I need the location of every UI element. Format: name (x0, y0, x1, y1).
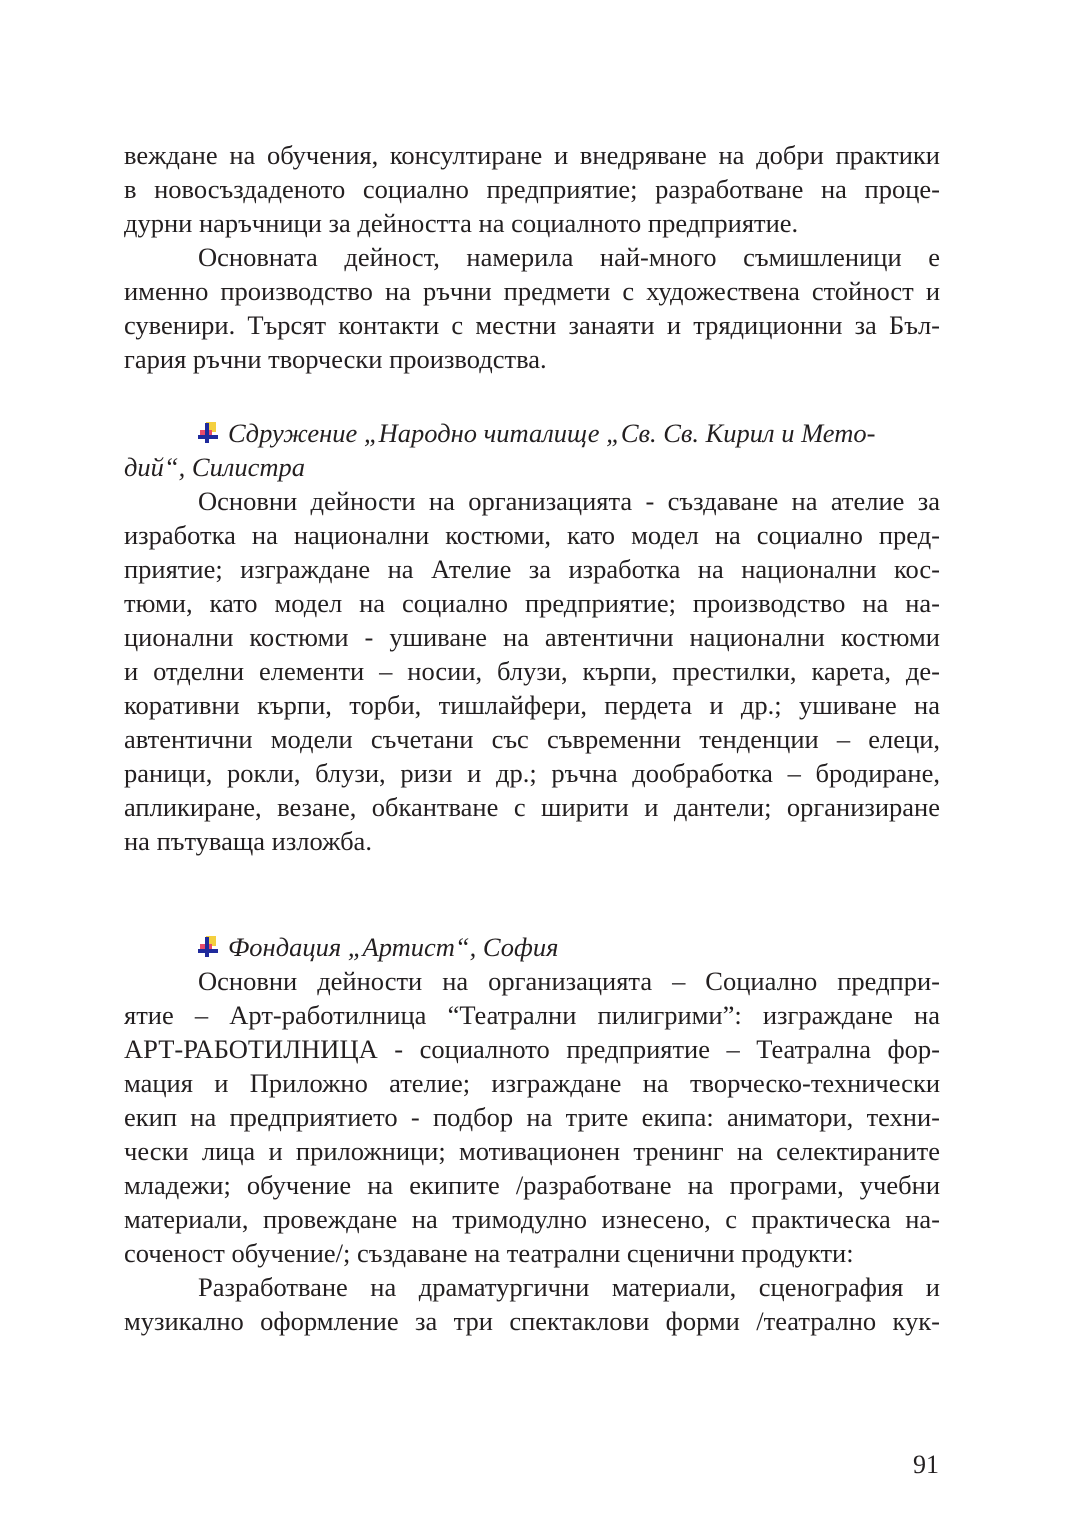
text-line: дурни наръчници за дейността на социалното предприятие. (124, 208, 799, 238)
paragraph-2 (124, 240, 940, 376)
text-line: Основната дейност, намерила най-много съмишленици е (198, 242, 940, 272)
section-heading (124, 416, 940, 450)
page-body (124, 138, 940, 1338)
text-line: веждане на обучения, консултиране и внедряване на добри практики (124, 140, 940, 170)
text-line: Основни дейности на организацията - създаване на ателие за (198, 486, 940, 516)
section-bullet-icon (198, 422, 218, 444)
text-line: в новосъздаденото социално предприятие; разработване на проце- (124, 174, 940, 204)
text-line: именно производство на ръчни предмети с художествена стойност и (124, 276, 940, 306)
text-line: ятие – Арт-работилница “Театрални пилигрими”: изграждане на (124, 1000, 940, 1030)
text-line: мация и Приложно ателие; изграждане на творческо-технически (124, 1068, 940, 1098)
text-line: ционални костюми - ушиване на автентични национални костюми (124, 622, 940, 652)
section-heading-text: Сдружение „Народно читалище „Св. Св. Кирил и Мето- (228, 418, 876, 448)
text-line: тюми, като модел на социално предприятие; производство на на- (124, 588, 940, 618)
section-heading (124, 930, 940, 964)
text-line: на пътуваща изложба. (124, 826, 372, 856)
text-line: младежи; обучение на екипите /разработване на програми, учебни (124, 1170, 940, 1200)
text-line: и отделни елементи – носии, блузи, кърпи, престилки, карета, де- (124, 656, 940, 686)
section-artist (124, 930, 940, 1338)
text-line: автентични модели съчетани със съвременни тенденции – елеци, (124, 724, 940, 754)
paragraph-1 (124, 138, 940, 240)
text-line: соченост обучение/; създаване на театрални сценични продукти: (124, 1238, 854, 1268)
text-line: приятие; изграждане на Ателие за изработка на национални кос- (124, 554, 940, 584)
text-line: АРТ-РАБОТИЛНИЦА - социалното предприятие – Театрална фор- (124, 1034, 940, 1064)
text-line: материали, провеждане на тримодулно изнесено, с практическа на- (124, 1204, 940, 1234)
section-heading-continuation: дий“, Силистра (124, 452, 306, 482)
text-line: изработка на национални костюми, като модел на социално пред- (124, 520, 940, 550)
text-line: раници, рокли, блузи, ризи и др.; ръчна дообработка – бродиране, (124, 758, 940, 788)
section-bullet-icon (198, 936, 218, 958)
text-line: коративни кърпи, торби, тишлайфери, пердета и др.; ушиване на (124, 690, 940, 720)
text-line: чески лица и приложници; мотивационен тренинг на селектираните (124, 1136, 940, 1166)
section-heading-text: Фондация „Артист“, София (228, 932, 559, 962)
text-line: Разработване на драматургични материали, сценография и (198, 1272, 940, 1302)
text-line: апликиране, везане, обкантване с ширити и дантели; организиране (124, 792, 940, 822)
text-line: музикално оформление за три спектаклови форми /театрално кук- (124, 1306, 940, 1336)
text-line: Основни дейности на организацията – Социално предпри- (198, 966, 940, 996)
page-number: 91 (913, 1450, 939, 1479)
text-line: екип на предприятието - подбор на трите екипа: аниматори, техни- (124, 1102, 940, 1132)
section-silistra (124, 416, 940, 858)
text-line: сувенири. Търсят контакти с местни занаяти и трядиционни за Бъл- (124, 310, 940, 340)
text-line: гария ръчни творчески производства. (124, 344, 547, 374)
